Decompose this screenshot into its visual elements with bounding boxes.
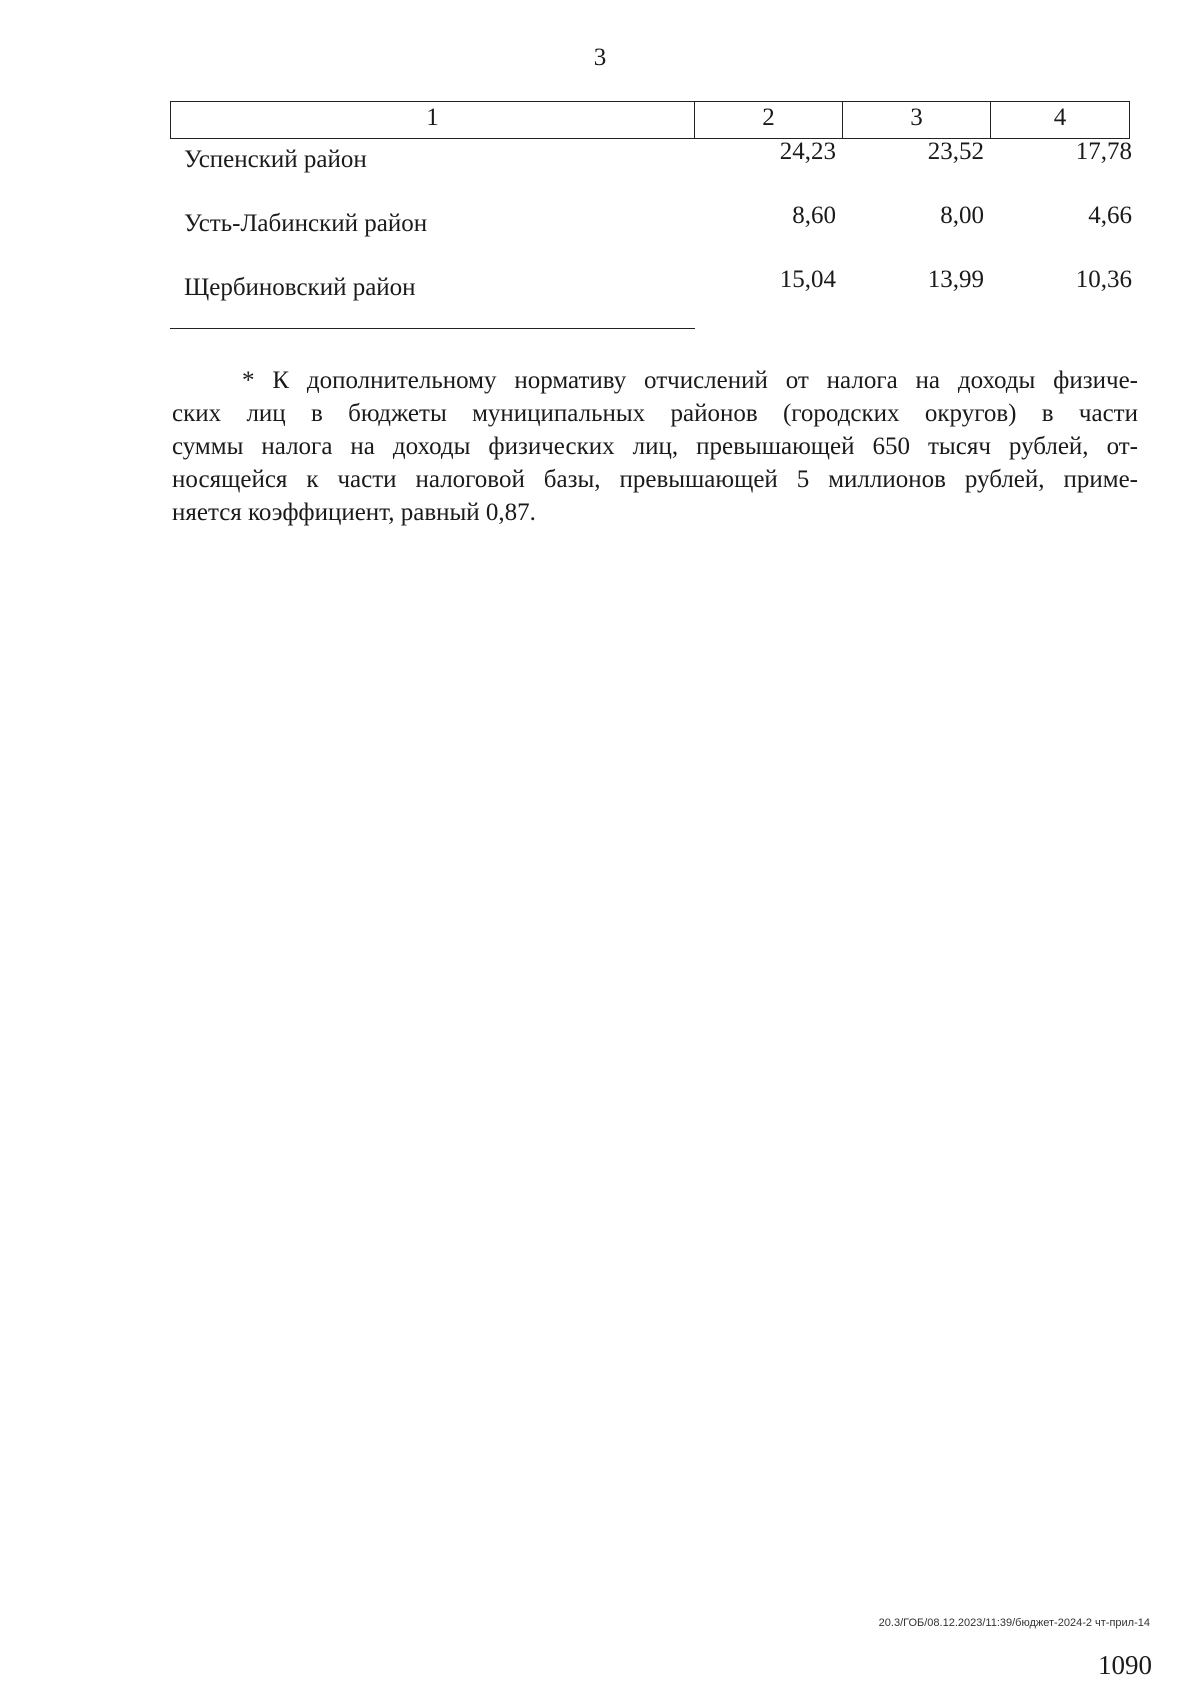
value-col-2: 15,04 <box>779 266 836 293</box>
table-column-header <box>170 101 1130 139</box>
footnote <box>172 364 1138 529</box>
value-col-2: 24,23 <box>779 138 836 165</box>
sheet-number: 1090 <box>1098 1650 1152 1680</box>
value-col-2: 8,60 <box>792 202 836 229</box>
table-row <box>170 266 1130 330</box>
value-col-4: 4,66 <box>1088 202 1132 229</box>
footnote-line: * К дополнительному нормативу отчислений от налога на доходы физиче- <box>242 367 1138 394</box>
column-header-3: 3 <box>843 102 991 138</box>
district-name: Усть-Лабинский район <box>184 210 428 237</box>
table-row <box>170 202 1130 266</box>
value-col-4: 17,78 <box>1075 138 1132 165</box>
value-col-3: 23,52 <box>927 138 984 165</box>
table-body <box>170 138 1130 330</box>
district-name: Успенский район <box>184 146 367 173</box>
document-code: 20.3/ГОБ/08.12.2023/11:39/бюджет-2024-2 чт-прил-14 <box>878 1617 1150 1629</box>
column-header-4: 4 <box>1053 104 1067 131</box>
column-header-2: 2 <box>695 102 843 138</box>
footnote-line: ских лиц в бюджеты муниципальных районов (городских округов) в части <box>172 400 1138 427</box>
district-name: Щербиновский район <box>184 274 416 301</box>
column-header-1: 1 <box>171 102 695 138</box>
value-col-3: 8,00 <box>940 202 984 229</box>
footnote-line: суммы налога на доходы физических лиц, превышающей 650 тысяч рублей, от- <box>172 433 1138 460</box>
footnote-line: няется коэффициент, равный 0,87. <box>172 499 536 526</box>
footnote-line: носящейся к части налоговой базы, превышающей 5 миллионов рублей, приме- <box>172 466 1138 493</box>
page-number: 3 <box>593 44 607 71</box>
table-row <box>170 138 1130 202</box>
value-col-4: 10,36 <box>1075 266 1132 293</box>
value-col-3: 13,99 <box>927 266 984 293</box>
table-end-divider <box>170 328 695 329</box>
